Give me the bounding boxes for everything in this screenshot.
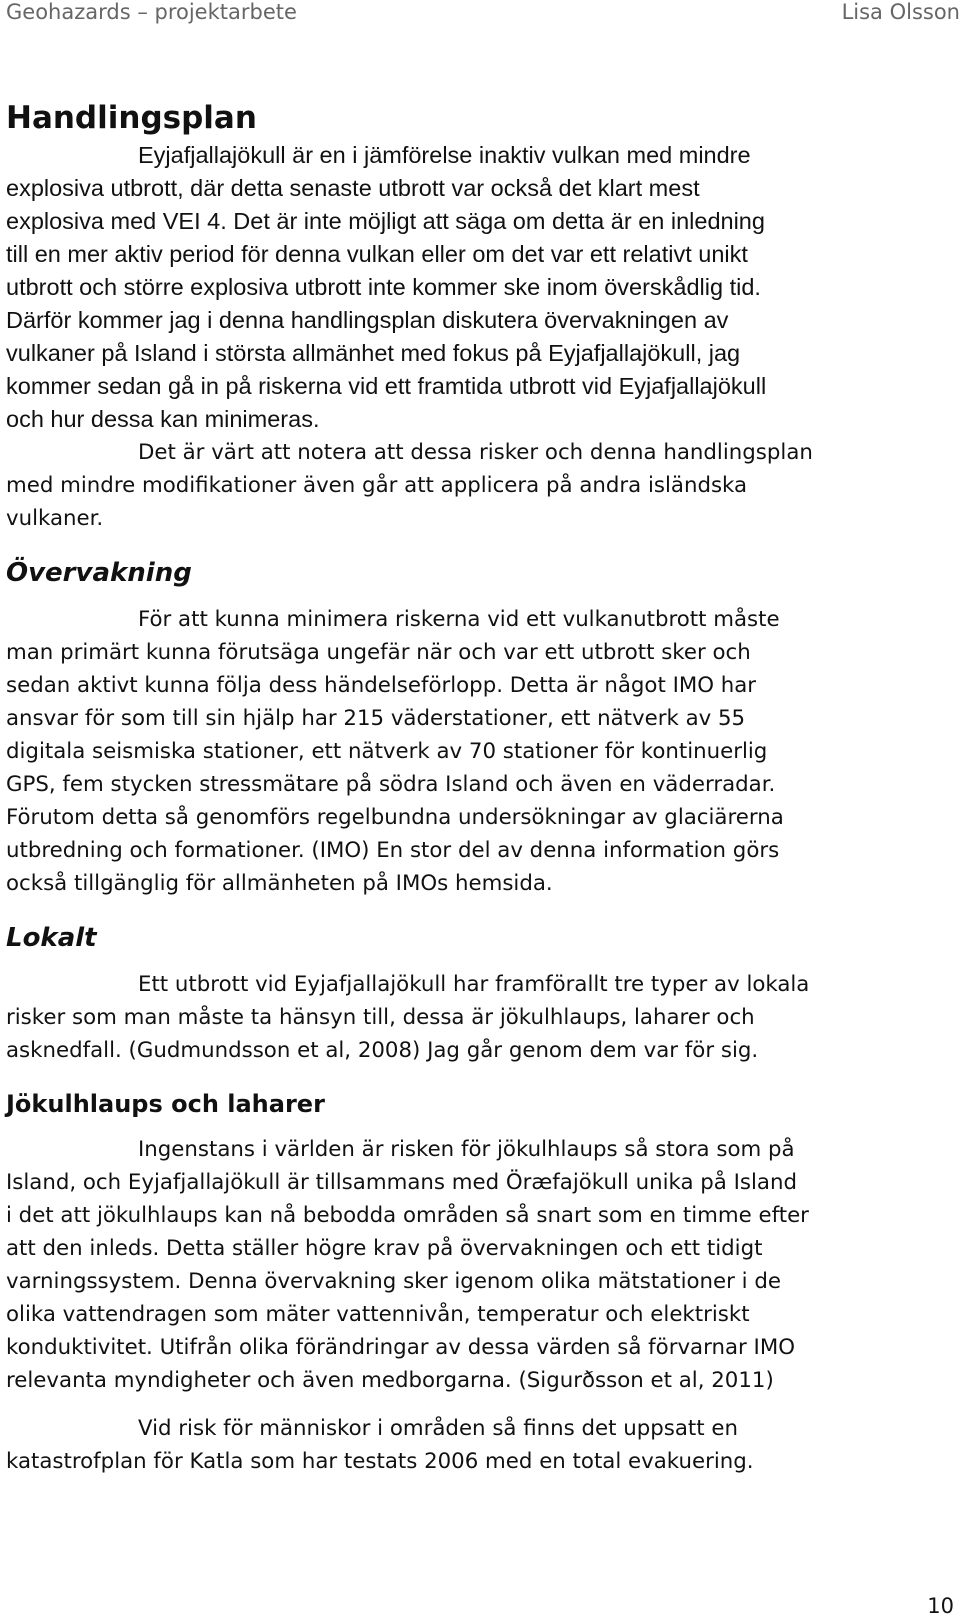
document-body: [6, 97, 958, 1478]
paragraph-jokulhlaups-1: Ingenstans i världen är risken för jökulhlaups så stora som på Island, och Eyjafjallajökull är tillsammans med Öræfajökull unika på Island i det att jökulhlaups kan nå bebodda områden så snart som en timme efter att den inleds. Detta ställer högre krav på övervakningen och ett tidigt varningssystem. Denna övervakning sker igenom olika mätstationer i de olika vattendragen som mäter vattennivån, temperatur och elektriskt konduktivitet. Utifrån olika förändringar av dessa värden så förvarnar IMO relevanta myndigheter och även medborgarna. (Sigurðsson et al, 2011): [6, 1137, 809, 1393]
section-title-handlingsplan: Handlingsplan: [6, 100, 257, 136]
paragraph-lokalt-1: Ett utbrott vid Eyjafjallajökull har framförallt tre typer av lokala risker som man måste ta hänsyn till, dessa är jökulhlaups, laharer och asknedfall. (Gudmundsson et al, 2008) Jag går genom dem var för sig.: [6, 972, 810, 1063]
page-header: [6, 0, 960, 24]
section-title-jokulhlaups: Jökulhlaups och laharer: [6, 1090, 325, 1118]
header-course-title: Geohazards – projektarbete: [6, 0, 297, 24]
page-number: 10: [927, 1594, 954, 1618]
paragraph-jokulhlaups-2: Vid risk för människor i områden så finns det uppsatt en katastrofplan för Katla som har testats 2006 med en total evakuering.: [6, 1416, 754, 1474]
section-title-lokalt: Lokalt: [6, 923, 97, 953]
paragraph-handlingsplan-1: Eyjafjallajökull är en i jämförelse inaktiv vulkan med mindre explosiva utbrott, där detta senaste utbrott var också det klart mest explosiva med VEI 4. Det är inte möjligt att säga om detta är en inledning till en mer aktiv period för denna vulkan eller om det var ett relativt unikt utbrott och större explosiva utbrott inte kommer ske inom överskådlig tid. Därför kommer jag i denna handlingsplan diskutera övervakningen av vulkaner på Island i största allmänhet med fokus på Eyjafjallajökull, jag kommer sedan gå in på riskerna vid ett framtida utbrott vid Eyjafjallajökull och hur dessa kan minimeras.: [6, 142, 767, 432]
paragraph-handlingsplan-2: Det är värt att notera att dessa risker och denna handlingsplan med mindre modifikationer även går att applicera på andra isländska vulkaner.: [6, 440, 813, 531]
header-author: Lisa Olsson: [841, 0, 960, 24]
paragraph-overvakning-1: För att kunna minimera riskerna vid ett vulkanutbrott måste man primärt kunna förutsäga ungefär när och var ett utbrott sker och sedan aktivt kunna följa dess händelseförlopp. Detta är något IMO har ansvar för som till sin hjälp har 215 väderstationer, ett nätverk av 55 digitala seismiska stationer, ett nätverk av 70 stationer för kontinuerlig GPS, fem stycken stressmätare på södra Island och även en väderradar. Förutom detta så genomförs regelbundna undersökningar av glaciärerna utbredning och formationer. (IMO) En stor del av denna information görs också tillgänglig för allmänheten på IMOs hemsida.: [6, 607, 784, 896]
section-title-overvakning: Övervakning: [6, 558, 192, 588]
